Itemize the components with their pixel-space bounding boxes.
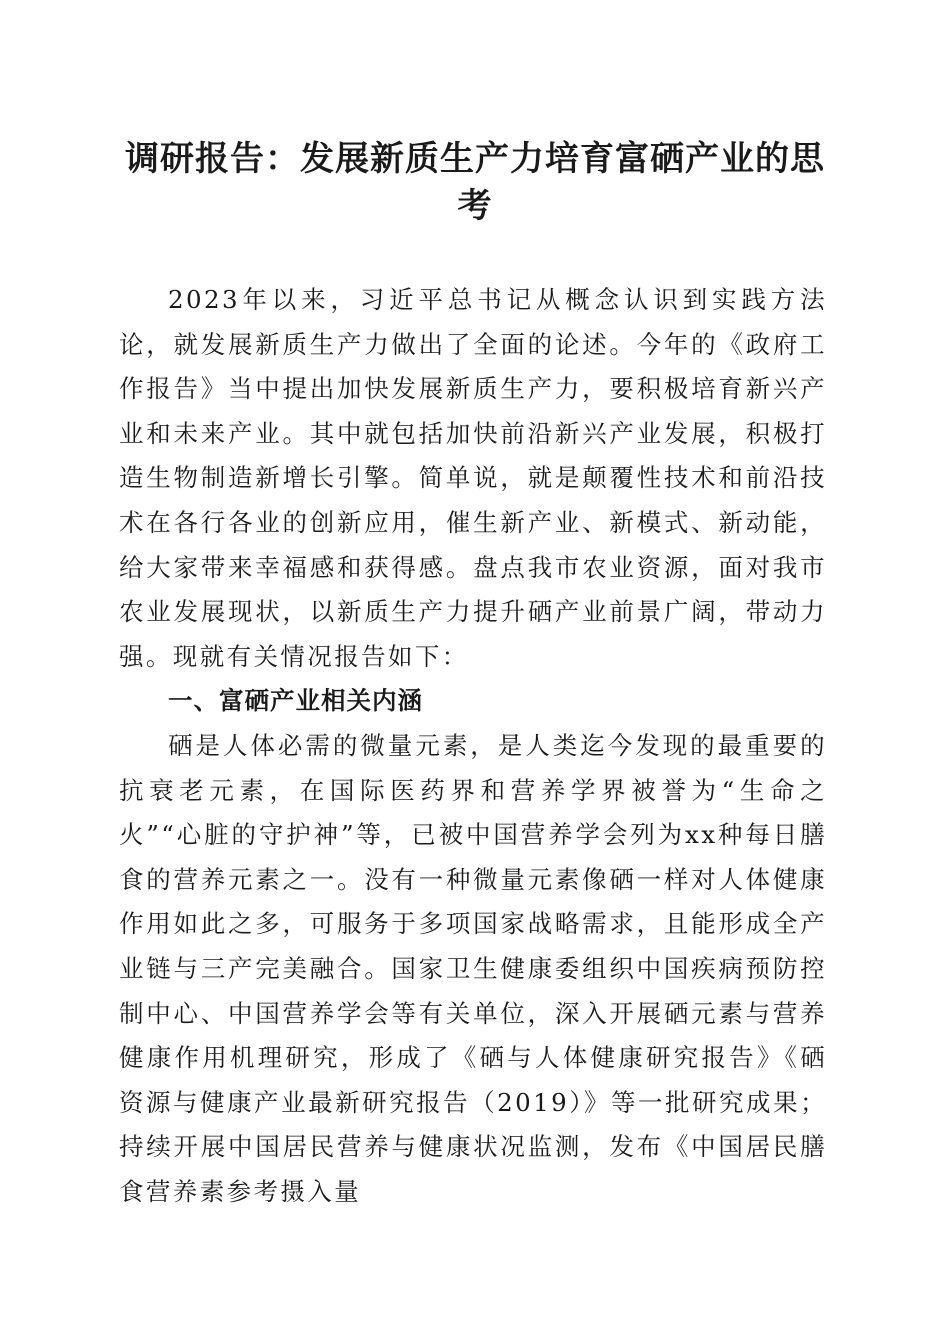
intro-paragraph: 2023年以来，习近平总书记从概念认识到实践方法论，就发展新质生产力做出了全面的论述。今年的《政府工作报告》当中提出加快发展新质生产力，要积极培育新兴产业和未来产业。其中就包括加快前沿新兴产业发展，积极打造生物制造新增长引擎。简单说，就是颠覆性技术和前沿技术在各行各业的创新应用，催生新产业、新模式、新动能，给大家带来幸福感和获得感。盘点我市农业资源，面对我市农业发展现状，以新质生产力提升硒产业前景广阔，带动力强。现就有关情况报告如下： (119, 285, 827, 671)
section-paragraph: 硒是人体必需的微量元素，是人类迄今发现的最重要的抗衰老元素，在国际医药界和营养学界被誉为“生命之火”“心脏的守护神”等，已被中国营养学会列为xx种每日膳食的营养元素之一。没有一种微量元素像硒一样对人体健康作用如此之多，可服务于多项国家战略需求，且能形成全产业链与三产完美融合。国家卫生健康委组织中国疾病预防控制中心、中国营养学会等有关单位，深入开展硒元素与营养健康作用机理研究，形成了《硒与人体健康研究报告》《硒资源与健康产业最新研究报告（2019）》等一批研究成果；持续开展中国居民营养与健康状况监测，发布《中国居民膳食营养素参考摄入量 (119, 730, 827, 1206)
document-title: 调研报告：发展新质生产力培育富硒产业的思考 (125, 139, 825, 226)
section-heading: 一、富硒产业相关内涵 (168, 686, 423, 716)
document-body (119, 278, 827, 1214)
